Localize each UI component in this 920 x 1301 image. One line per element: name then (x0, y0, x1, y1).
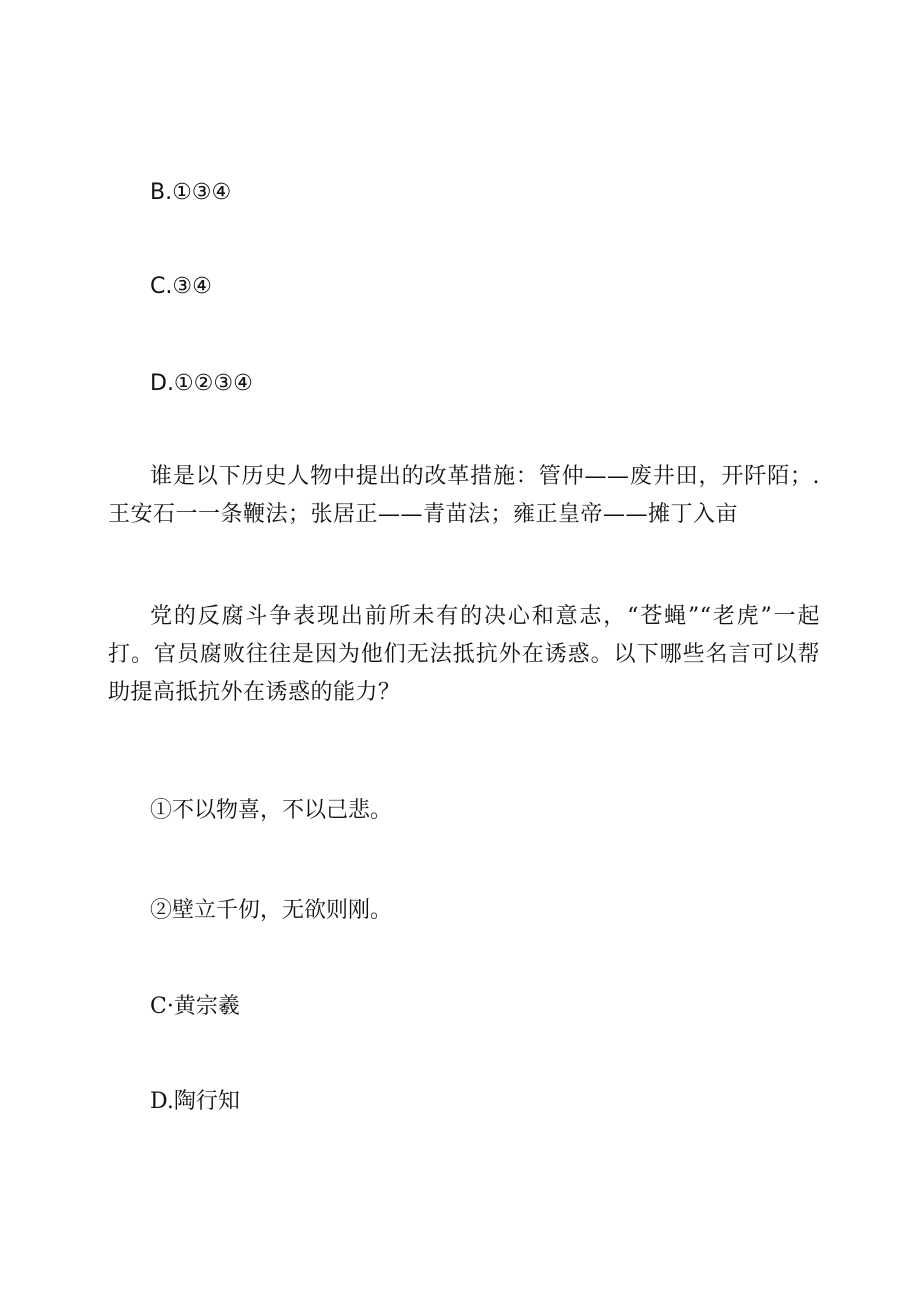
option-b: B.①③④ (150, 180, 232, 205)
option-d: D.①②③④ (150, 371, 253, 396)
option-c-person: C·黄宗羲 (150, 994, 240, 1019)
option-c: C.③④ (150, 274, 212, 299)
quote-item-1: ①不以物喜，不以己悲。 (150, 798, 393, 823)
question-paragraph-reforms: 谁是以下历史人物中提出的改革措施：管仲——废井田，开阡陌；.王安石一一条鞭法；张居正——青苗法；雍正皇帝——摊丁入亩 (108, 464, 820, 527)
quote-item-2: ②壁立千仞，无欲则刚。 (150, 898, 393, 923)
option-d-person: D.陶行知 (150, 1089, 240, 1114)
question-paragraph-anticorruption: 党的反腐斗争表现出前所未有的决心和意志，“苍蝇”“老虎”一起打。官员腐败往往是因为他们无法抵抗外在诱惑。以下哪些名言可以帮助提高抵抗外在诱惑的能力？ (108, 604, 820, 705)
